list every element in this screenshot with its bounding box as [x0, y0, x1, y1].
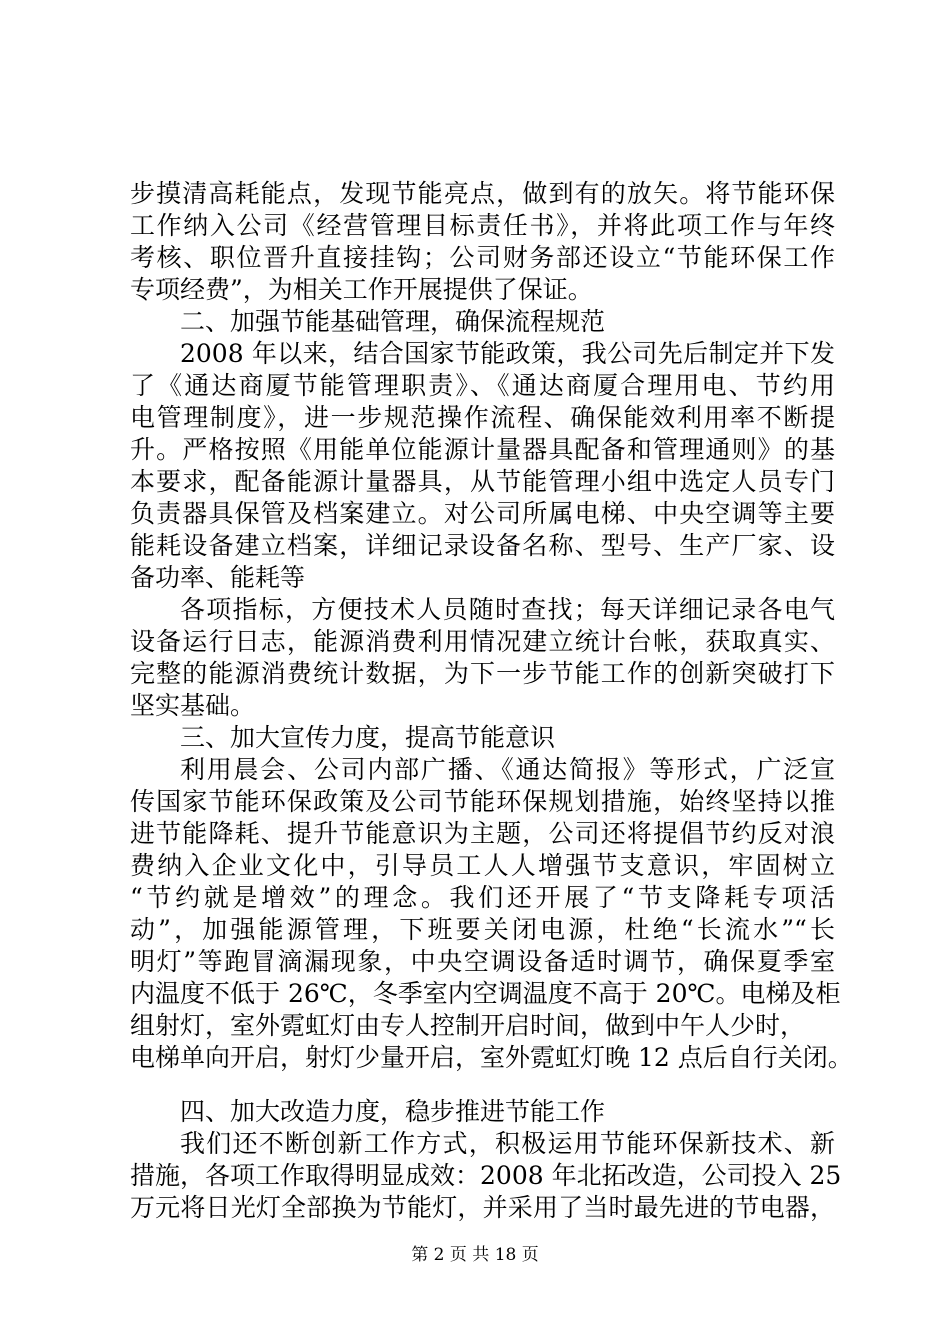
text-line: 负责器具保管及档案建立。对公司所属电梯、中央空调等主要 — [130, 499, 835, 528]
text-line: 电管理制度》，进一步规范操作流程、确保能效利用率不断提 — [130, 403, 835, 432]
text-line: 我们还不断创新工作方式，积极运用节能环保新技术、新 — [180, 1129, 835, 1158]
text-line: 内温度不低于 26℃，冬季室内空调温度不高于 20℃。电梯及柜 — [130, 979, 841, 1008]
text-line: 专项经费”，为相关工作开展提供了保证。 — [130, 275, 593, 304]
text-line: 明灯”等跑冒滴漏现象，中央空调设备适时调节，确保夏季室 — [130, 947, 835, 976]
text-line: 了《通达商厦节能管理职责》、《通达商厦合理用电、节约用 — [130, 371, 835, 400]
section-heading-3: 三、加大宣传力度，提高节能意识 — [180, 723, 556, 752]
text-line: 利用晨会、公司内部广播、《通达简报》等形式，广泛宣 — [180, 755, 835, 784]
text-line: 坚实基础。 — [130, 691, 256, 720]
text-line: “节约就是增效”的理念。我们还开展了“节支降耗专项活 — [130, 883, 835, 912]
text-line: 动”，加强能源管理，下班要关闭电源，杜绝“长流水”“长 — [130, 915, 835, 944]
text-line: 本要求，配备能源计量器具，从节能管理小组中选定人员专门 — [130, 467, 835, 496]
text-line: 能耗设备建立档案，详细记录设备名称、型号、生产厂家、设 — [130, 531, 835, 560]
text-line: 电梯单向开启，射灯少量开启，室外霓虹灯晚 12 点后自行关闭。 — [130, 1043, 853, 1072]
text-line: 措施，各项工作取得明显成效：2008 年北拓改造，公司投入 25 — [130, 1161, 842, 1190]
text-line: 费纳入企业文化中，引导员工人人增强节支意识，牢固树立 — [130, 851, 835, 880]
text-line: 2008 年以来，结合国家节能政策，我公司先后制定并下发 — [180, 339, 835, 368]
text-line: 备功率、能耗等 — [130, 563, 306, 592]
text-line: 完整的能源消费统计数据，为下一步节能工作的创新突破打下 — [130, 659, 835, 688]
text-line: 传国家节能环保政策及公司节能环保规划措施，始终坚持以推 — [130, 787, 835, 816]
section-heading-4: 四、加大改造力度，稳步推进节能工作 — [180, 1097, 606, 1126]
text-line: 工作纳入公司《经营管理目标责任书》，并将此项工作与年终 — [130, 211, 835, 240]
section-heading-2: 二、加强节能基础管理，确保流程规范 — [180, 307, 606, 336]
text-line: 升。严格按照《用能单位能源计量器具配备和管理通则》的基 — [130, 435, 835, 464]
text-line: 进节能降耗、提升节能意识为主题，公司还将提倡节约反对浪 — [130, 819, 835, 848]
text-line: 组射灯，室外霓虹灯由专人控制开启时间，做到中午人少时， — [130, 1011, 806, 1040]
text-line: 各项指标，方便技术人员随时查找；每天详细记录各电气 — [180, 595, 835, 624]
text-line: 万元将日光灯全部换为节能灯，并采用了当时最先进的节电器， — [130, 1193, 835, 1222]
text-line: 步摸清高耗能点，发现节能亮点，做到有的放矢。将节能环保 — [130, 179, 835, 208]
text-line: 考核、职位晋升直接挂钩；公司财务部还设立“节能环保工作 — [130, 243, 835, 272]
text-line: 设备运行日志，能源消费利用情况建立统计台帐，获取真实、 — [130, 627, 835, 656]
page-footer: 第 2 页 共 18 页 — [411, 1245, 539, 1265]
